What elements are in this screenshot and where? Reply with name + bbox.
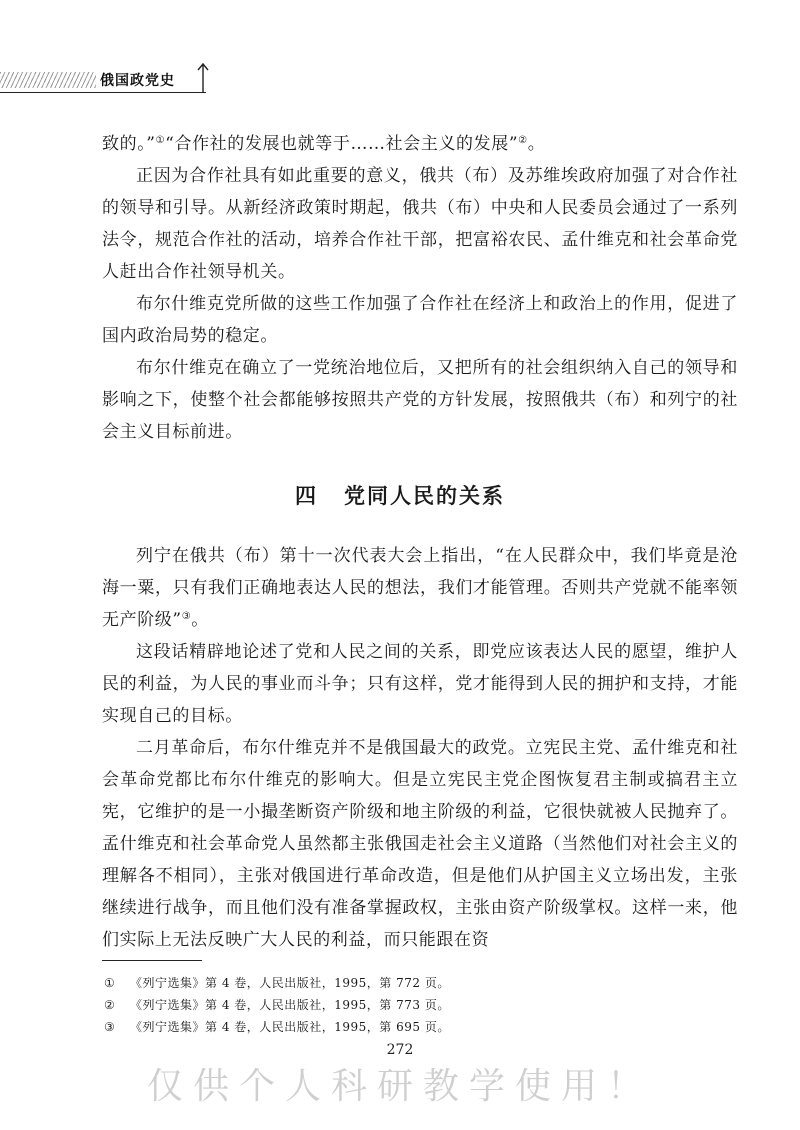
footnotes (104, 972, 450, 1038)
section-number: 四 (295, 483, 318, 508)
footnote-ref-2: ② (518, 135, 528, 146)
footnote-rule (102, 960, 202, 961)
header-title: 俄国政党史 (100, 73, 175, 89)
paragraph: 布尔什维克在确立了一党统治地位后，又把所有的社会组织纳入自己的领导和影响之下，使整个社会都能够按照共产党的方针发展，按照俄共（布）和列宁的社会主义目标前进。 (102, 358, 738, 442)
section-heading (0, 480, 800, 510)
section-title: 党同人民的关系 (344, 483, 505, 508)
paragraph: 列宁在俄共（布）第十一次代表大会上指出，“在人民群众中，我们毕竟是沧海一粟，只有我们正确地表达人民的想法，我们才能管理。否则共产党就不能率领无产阶级”③。 (102, 546, 738, 630)
paragraph: 二月革命后，布尔什维克并不是俄国最大的政党。立宪民主党、孟什维克和社会革命党都比布尔什维克的影响大。但是立宪民主党企图恢复君主制或搞君主立宪，它维护的是一小撮垄断资产阶级和地主阶级的利益，它很快就被人民抛弃了。孟什维克和社会革命党人虽然都主张俄国走社会主义道路（当然他们对社会主义的理解各不相同），主张对俄国进行革命改造，但是他们从护国主义立场出发，主张继续进行战争，而且他们没有准备掌握政权，主张由资产阶级掌权。这样一来，他们实际上无法反映广大人民的利益，而只能跟在资 (102, 738, 738, 950)
top-body-text (102, 128, 738, 448)
running-header (0, 62, 220, 96)
footnote-ref-1: ① (155, 135, 166, 146)
page-number: 272 (386, 1042, 414, 1058)
header-rule (0, 92, 206, 93)
footnote: ② 《列宁选集》第 4 卷，人民出版社，1995，第 773 页。 (104, 998, 450, 1012)
up-arrow-icon (196, 62, 210, 96)
footnote-ref-3: ③ (181, 611, 192, 622)
paragraph-continued: 致的。”①“合作社的发展也就等于……社会主义的发展”②。 (102, 134, 546, 154)
footnote: ③ 《列宁选集》第 4 卷，人民出版社，1995，第 695 页。 (104, 1020, 450, 1034)
paragraph: 这段话精辟地论述了党和人民之间的关系，即党应该表达人民的愿望，维护人民的利益，为人民的事业而斗争；只有这样，党才能得到人民的拥护和支持，才能实现自己的目标。 (102, 642, 738, 726)
watermark: 仅供个人科研教学使用！ (146, 1066, 653, 1107)
paragraph: 布尔什维克党所做的这些工作加强了合作社在经济上和政治上的作用，促进了国内政治局势的稳定。 (102, 294, 738, 346)
paragraph: 正因为合作社具有如此重要的意义，俄共（布）及苏维埃政府加强了对合作社的领导和引导。从新经济政策时期起，俄共（布）中央和人民委员会通过了一系列法令，规范合作社的活动，培养合作社干部，把富裕农民、孟什维克和社会革命党人赶出合作社领导机关。 (102, 166, 738, 282)
header-hatch-decoration (0, 72, 96, 88)
footnote: ① 《列宁选集》第 4 卷，人民出版社，1995，第 772 页。 (104, 976, 450, 990)
bottom-body-text (102, 540, 738, 956)
